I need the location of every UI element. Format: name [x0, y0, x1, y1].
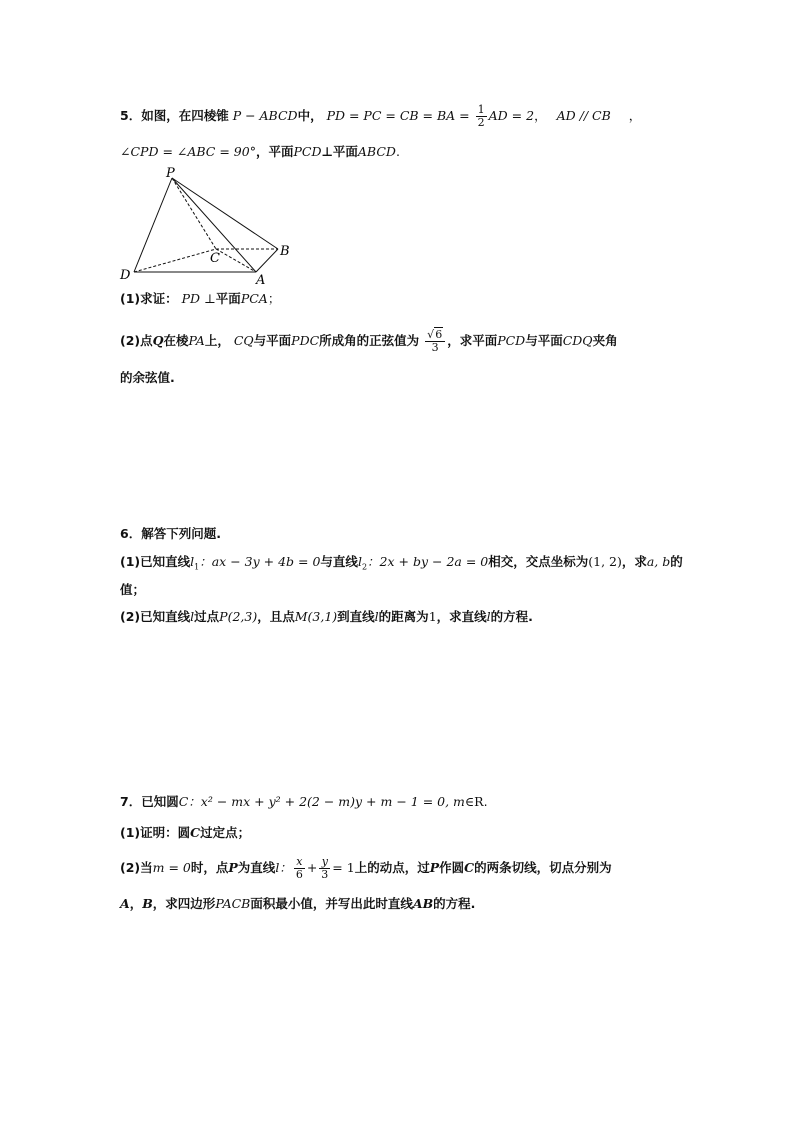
q7-l2-a: ，求四边形 — [152, 896, 216, 911]
q5-line1 — [120, 104, 641, 129]
q5-half-num: 1 — [477, 103, 485, 116]
q6-point: (1, 2) — [588, 554, 622, 569]
q7-plus: + — [306, 860, 318, 875]
q5-eq1: PD = PC = CB = BA = — [326, 108, 470, 123]
q6-p1-c: 相交，交点坐标为 — [488, 554, 589, 569]
pyramid-figure — [112, 166, 302, 286]
q6-number: 6． — [120, 526, 142, 541]
q5-pyramid: P − ABCD — [232, 108, 298, 123]
q7-p1-end: 过定点； — [200, 825, 251, 840]
q5-p2-a: 点 — [140, 333, 153, 348]
q7-x-fraction — [294, 856, 305, 881]
q7-p2-label: (2) — [120, 860, 141, 875]
q5-p2-Q: Q — [152, 333, 164, 348]
q5-plane2: ABCD — [357, 144, 396, 159]
q5-eq1b: AD = 2 — [488, 108, 535, 123]
q6-part2 — [120, 607, 533, 627]
q5-line2 — [120, 142, 400, 162]
label-B: B — [280, 244, 290, 259]
q5-number: 5． — [120, 108, 142, 123]
q5-plane1: PCD — [293, 144, 322, 159]
q5-p1-math2: PCA — [240, 291, 268, 306]
q6-p2-g: 的方程. — [490, 609, 533, 624]
label-D: D — [120, 268, 131, 283]
q7-part2-line2 — [120, 894, 475, 914]
q7-end: . — [483, 794, 488, 809]
q5-sqrt-den: 3 — [431, 341, 439, 354]
q6-title: 解答下列问题. — [141, 526, 221, 541]
q5-part1 — [120, 289, 280, 309]
q5-perp-text: ⊥平面 — [321, 144, 358, 159]
edge-PC — [172, 178, 216, 249]
q7-part2 — [120, 856, 612, 881]
q6-ab: a, b — [646, 554, 671, 569]
q5-p1-end: ； — [267, 291, 281, 306]
q7-R: R — [474, 794, 484, 809]
edge-DC — [134, 249, 216, 272]
q6-l2: l — [357, 554, 362, 569]
q7-l: l： — [275, 860, 292, 875]
q7-circle-eq: C：x² − mx + y² + 2(2 − m)y + m − 1 = 0, m∈ — [178, 794, 475, 809]
q6-l: l — [190, 609, 195, 624]
edge-AB — [256, 249, 278, 272]
q5-p2-f: ，求平面 — [447, 333, 498, 348]
q6-p2-b: 过点 — [194, 609, 220, 624]
q7-p2-P: P — [228, 860, 238, 875]
q5-parallel: AD // CB — [556, 108, 611, 123]
q5-p2-CDQ: CDQ — [562, 333, 593, 348]
q5-p2-c: 上， — [204, 333, 230, 348]
q6-l-c: l — [486, 609, 491, 624]
q7-p2-b: 时，点 — [190, 860, 229, 875]
q5-p2-g: 与平面 — [525, 333, 563, 348]
label-A: A — [256, 273, 266, 286]
q6-p1-e: 的 — [670, 554, 683, 569]
q6-p2-d: 到直线 — [337, 609, 375, 624]
q7-eq1: = 1 — [332, 860, 355, 875]
q7-line1 — [120, 792, 488, 812]
q6-p1-b: 与直线 — [320, 554, 358, 569]
q5-p2-PCD: PCD — [497, 333, 526, 348]
q5-half-fraction — [476, 104, 487, 129]
q7-p2-d: 上的动点，过 — [354, 860, 430, 875]
q6-p2-a: 已知直线 — [140, 609, 191, 624]
q5-part2 — [120, 329, 618, 354]
q7-l2-c: 的方程. — [433, 896, 476, 911]
q7-a: 已知圆 — [141, 794, 179, 809]
q7-B: B — [142, 896, 153, 911]
q7-y-fraction — [319, 856, 330, 881]
q7-x-num: x — [294, 856, 305, 869]
q5-angles: ∠CPD = ∠ABC = 90° — [120, 144, 256, 159]
q6-l1: l — [190, 554, 195, 569]
q5-p2-h: 夹角 — [592, 333, 618, 348]
q7-y-den: 3 — [321, 868, 329, 881]
q7-p2-C: C — [464, 860, 475, 875]
q5-p2-e: 所成角的正弦值为 — [319, 333, 420, 348]
q7-part1 — [120, 823, 250, 843]
q5-p2-PA: PA — [188, 333, 205, 348]
q5-comma: ， — [534, 108, 547, 123]
q7-y-num: y — [319, 856, 330, 869]
q6-M: M(3,1) — [294, 609, 338, 624]
edge-PD — [134, 178, 172, 272]
edge-CA — [216, 249, 256, 272]
q5-sqrt-fraction: $\frac{√6}{3}$ — [425, 329, 445, 354]
q5-p2-PDC: PDC — [291, 333, 320, 348]
q5-part2-line2: 的余弦值. — [120, 370, 175, 385]
q7-p1-C: C — [190, 825, 201, 840]
q7-p2-f: 的两条切线，切点分别为 — [474, 860, 612, 875]
q7-comma: ， — [129, 896, 143, 911]
q5-sqrt-rad: 6 — [435, 328, 443, 341]
q5-plane-text: ，平面 — [255, 144, 294, 159]
q6-p2-e: 的距离为 — [378, 609, 429, 624]
q6-p1-label: (1) — [120, 554, 141, 569]
q5-p1-text2: 平面 — [215, 291, 241, 306]
q6-p2-f: ，求直线 — [436, 609, 487, 624]
q7-p1-label: (1) — [120, 825, 141, 840]
q5-p1-text: 求证： — [140, 291, 178, 306]
q7-A: A — [120, 896, 130, 911]
q5-period: . — [395, 144, 400, 159]
q7-p2-e: 作圆 — [439, 860, 465, 875]
q7-AB: AB — [412, 896, 434, 911]
q7-PACB: PACB — [215, 896, 251, 911]
q5-intro: 如图，在四棱锥 — [141, 108, 229, 123]
edge-PB — [172, 178, 278, 249]
q6-l1-sub: 1 — [194, 562, 200, 572]
q6-P: P(2,3) — [219, 609, 258, 624]
q6-l-b: l — [374, 609, 379, 624]
q6-part1-line2: 值； — [120, 582, 146, 597]
q6-l2-sub: 2 — [361, 562, 368, 572]
label-C: C — [210, 251, 220, 266]
q7-p1-text: 证明：圆 — [140, 825, 191, 840]
q5-p2-CQ: CQ — [233, 333, 254, 348]
q7-number: 7． — [120, 794, 142, 809]
q6-one: 1 — [428, 609, 437, 624]
q5-p2-d: 与平面 — [253, 333, 292, 348]
q5-in: 中， — [297, 108, 323, 123]
label-P: P — [166, 166, 175, 181]
q7-p2-a: 当 — [140, 860, 153, 875]
q5-p1-label: (1) — [120, 291, 141, 306]
q7-p2-c: 为直线 — [237, 860, 276, 875]
q5-comma2: ， — [628, 108, 642, 123]
q6-l2-eq: ：2x + by − 2a = 0 — [367, 554, 489, 569]
q7-m0: m = 0 — [152, 860, 191, 875]
q6-p2-label: (2) — [120, 609, 141, 624]
q6-part1 — [120, 552, 683, 578]
q6-p2-c: ，且点 — [257, 609, 295, 624]
q6-p1-d: ，求 — [621, 554, 647, 569]
q7-p2-P2: P — [429, 860, 440, 875]
q5-p1-math: PD ⊥ — [181, 291, 216, 306]
q6-title-line — [120, 524, 221, 544]
q5-p2-b: 在棱 — [163, 333, 189, 348]
q7-x-den: 6 — [295, 868, 303, 881]
q6-p1-a: 已知直线 — [140, 554, 191, 569]
q7-l2-b: 面积最小值，并写出此时直线 — [250, 896, 413, 911]
q5-p2-label: (2) — [120, 333, 141, 348]
q6-l1-eq: ：ax − 3y + 4b = 0 — [199, 554, 321, 569]
q5-half-den: 2 — [477, 116, 485, 129]
